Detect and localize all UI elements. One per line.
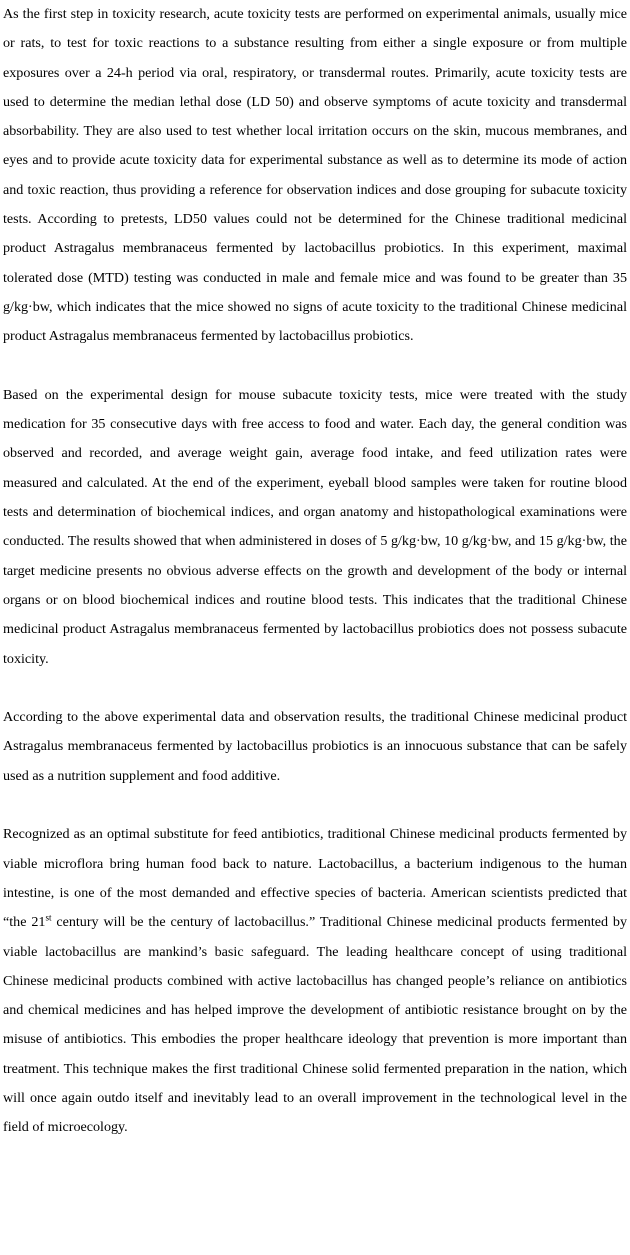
paragraph-acute-toxicity: As the first step in toxicity research, acute toxicity tests are performed on experimental animals, usually mice or rats, to test for toxic reactions to a substance resulting from either a single exposure or from multiple exposures over a 24-h period via oral, respiratory, or transdermal routes. Primarily, acute toxicity tests are used to determine the median lethal dose (LD 50) and observe symptoms of acute toxicity and transdermal absorbability. They are also used to test whether local irritation occurs on the skin, mucous membranes, and eyes and to provide acute toxicity data for experimental substance as well as to determine its mode of action and toxic reaction, thus providing a reference for observation indices and dose grouping for subacute toxicity tests. According to pretests, LD50 values could not be determined for the Chinese traditional medicinal product Astragalus membranaceus fermented by lactobacillus probiotics. In this experiment, maximal tolerated dose (MTD) testing was conducted in male and female mice and was found to be greater than 35 g/kg·bw, which indicates that the mice showed no signs of acute toxicity to the traditional Chinese medicinal product Astragalus membranaceus fermented by lactobacillus probiotics. bbox=[3, 6, 627, 345]
paragraph-conclusion: According to the above experimental data and observation results, the traditional Chinese medicinal product Astragalus membranaceus fermented by lactobacillus probiotics is an innocuous substance that can be safely used as a nutrition supplement and food additive. bbox=[3, 709, 627, 784]
paragraph-subacute-toxicity: Based on the experimental design for mouse subacute toxicity tests, mice were treated with the study medication for 35 consecutive days with free access to food and water. Each day, the general condition was observed and recorded, and average weight gain, average food intake, and feed utilization rates were measured and calculated. At the end of the experiment, eyeball blood samples were taken for routine blood tests and determination of biochemical indices, and organ anatomy and histopathological examinations were conducted. The results showed that when administered in doses of 5 g/kg·bw, 10 g/kg·bw, and 15 g/kg·bw, the target medicine presents no obvious adverse effects on the growth and development of the body or internal organs or on blood biochemical indices and routine blood tests. This indicates that the traditional Chinese medicinal product Astragalus membranaceus fermented by lactobacillus probiotics does not possess subacute toxicity. bbox=[3, 386, 627, 667]
paragraph-lactobacillus-text-start: Recognized as an optimal substitute for feed antibiotics, traditional Chinese medicinal products fermented by viable microflora bring human food back to nature. Lactobacillus, a bacterium indigenous to the human intestine, is one of the most demanded and effective species of bacteria. American scientists predicted that “the 21 bbox=[3, 826, 627, 931]
paragraph-lactobacillus bbox=[3, 820, 627, 1142]
ordinal-superscript: st bbox=[45, 912, 52, 923]
paragraph-lactobacillus-text-end: century will be the century of lactobacillus.” Traditional Chinese medicinal products fermented by viable lactobacillus are mankind’s basic safeguard. The leading healthcare concept of using traditional Chinese medicinal products combined with active lactobacillus has changed people’s reliance on antibiotics and chemical medicines and has helped improve the development of antibiotic resistance brought on by the misuse of antibiotics. This embodies the proper healthcare ideology that prevention is more important than treatment. This technique makes the first traditional Chinese solid fermented preparation in the nation, which will once again outdo itself and inevitably lead to an overall improvement in the technological level in the field of microecology. bbox=[3, 914, 627, 1136]
